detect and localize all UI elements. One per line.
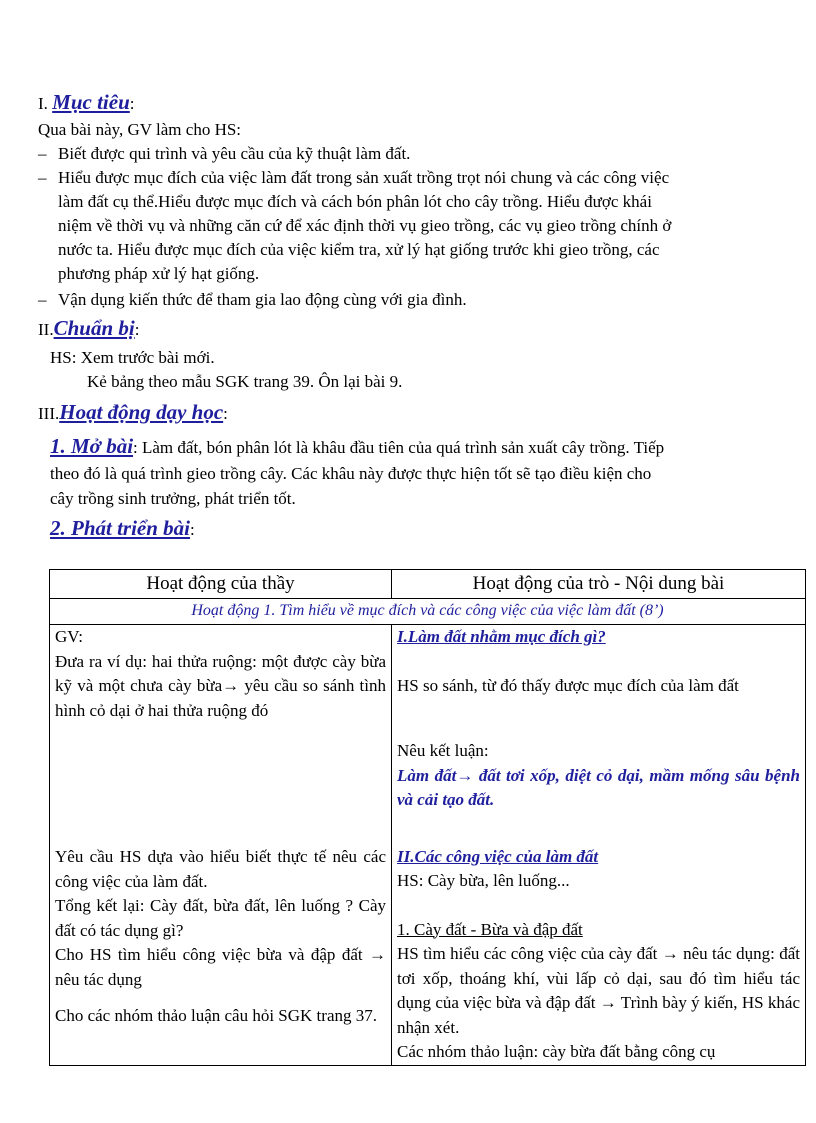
develop-colon: : (190, 520, 195, 539)
spacer (397, 894, 800, 918)
table-row (50, 625, 806, 1066)
teacher-groups: Cho các nhóm thảo luận câu hỏi SGK trang 37. (55, 1006, 377, 1025)
subsection-plough: 1. Cày đất - Bừa và đập đất (397, 919, 583, 939)
question-purpose: I.Làm đất nhằm mục đích gì? (397, 627, 606, 646)
conclude-label: Nêu kết luận: (397, 741, 489, 760)
section-colon: : (129, 94, 135, 113)
gv-label: GV: (55, 627, 84, 646)
objectives-intro: Qua bài này, GV làm cho HS: (38, 120, 242, 139)
objective-text: niệm về thời vụ và những căn cứ để xác định thời vụ gieo trồng, các vụ gieo trồng chính ở (58, 216, 672, 235)
student-explain: HS tìm hiểu các công việc của cày đất → nêu tác dụng: đất tơi xốp, thoáng khí, vùi lấp cỏ dại, sau đó tìm hiểu tác dụng của việc bừa và đập đất → Trình bày ý kiến, HS khác nhận xét. (397, 944, 800, 1037)
section-objectives-heading (38, 90, 135, 116)
bullet-dash: – (38, 290, 47, 309)
spacer (397, 813, 800, 845)
develop-heading (50, 516, 195, 542)
activity-title-row (50, 599, 806, 625)
objective-text: nước ta. Hiểu được mục đích của việc kiểm tra, xử lý hạt giống trước khi gieo trồng, các (58, 240, 660, 259)
prep-line: Kẻ bảng theo mẫu SGK trang 39. Ôn lại bài 9. (87, 372, 403, 391)
table-header-row (50, 570, 806, 599)
bullet-dash: – (38, 144, 47, 163)
objective-text: phương pháp xử lý hạt giống. (58, 264, 260, 283)
intro-text: : Làm đất, bón phân lót là khâu đầu tiên của quá trình sản xuất cây trồng. Tiếp (133, 438, 665, 457)
intro-text: cây trồng sinh trưởng, phát triển tốt. (50, 489, 296, 508)
bullet-dash: – (38, 168, 47, 187)
objective-text: Vận dụng kiến thức để tham gia lao động cùng với gia đình. (58, 290, 467, 309)
spacer (55, 821, 386, 845)
spacer (397, 650, 800, 674)
section-colon: : (223, 404, 228, 423)
student-compare: HS so sánh, từ đó thấy được mục đích của làm đất (397, 675, 739, 695)
teacher-explore: Cho HS tìm hiểu công việc bừa và đập đất → nêu tác dụng (55, 945, 386, 989)
objective-item (38, 166, 669, 190)
student-activity-cell (392, 625, 806, 1066)
section-number: II. (38, 320, 54, 339)
section-activities-heading (38, 400, 228, 426)
objective-text: làm đất cụ thể.Hiểu được mục đích và cách bón phân lót cho cây trồng. Hiểu được khái (58, 192, 652, 211)
objective-item (38, 142, 410, 166)
spacer (55, 723, 386, 821)
activity-title: Hoạt động 1. Tìm hiểu về mục đích và các công việc của việc làm đất (8’) (50, 599, 806, 625)
teacher-example: Đưa ra ví dụ: hai thửa ruộng: một được cày bừa kỹ và một chưa cày bừa→ yêu cầu so sánh tình hình cỏ dại ở hai thửa ruộng đó (55, 651, 386, 720)
section-number: III. (38, 404, 60, 423)
objective-text: Biết được qui trình và yêu cầu của kỹ thuật làm đất. (58, 144, 411, 163)
lesson-table (49, 569, 806, 1066)
teacher-activity-cell (50, 625, 392, 1066)
section-title: Mục tiêu (52, 90, 130, 114)
section-preparation-heading (38, 316, 139, 342)
question-works: II.Các công việc của làm đất (397, 846, 599, 866)
develop-title: 2. Phát triển bài (50, 516, 191, 540)
spacer (55, 992, 386, 1004)
student-discuss: Các nhóm thảo luận: cày bừa đất bằng công cụ (397, 1042, 716, 1061)
section-number: I. (38, 94, 48, 113)
intro-text: theo đó là quá trình gieo trồng cây. Các khâu này được thực hiện tốt sẽ tạo điều kiện cho (50, 464, 652, 483)
intro-title: 1. Mở bài (50, 434, 134, 458)
objective-item (38, 288, 467, 312)
objective-text: Hiểu được mục đích của việc làm đất trong sản xuất trồng trọt nói chung và các công việc (58, 168, 670, 187)
student-column-header: Hoạt động của trò - Nội dung bài (392, 570, 806, 599)
intro-paragraph (50, 434, 664, 460)
student-works: HS: Cày bừa, lên luống... (397, 871, 570, 890)
teacher-summary: Tổng kết lại: Cày đất, bừa đất, lên luống ? Cày đất có tác dụng gì? (55, 896, 386, 940)
spacer (397, 698, 800, 739)
teacher-request: Yêu cầu HS dựa vào hiểu biết thực tế nêu các công việc của làm đất. (55, 847, 386, 891)
teacher-column-header: Hoạt động của thầy (50, 570, 392, 599)
prep-line: HS: Xem trước bài mới. (50, 348, 215, 367)
conclusion-text: Làm đất→ đất tơi xốp, diệt cỏ dại, mầm mống sâu bệnh và cải tạo đất. (397, 765, 800, 809)
section-title: Chuẩn bị (53, 316, 135, 340)
section-title: Hoạt động dạy học (59, 400, 224, 424)
section-colon: : (134, 320, 140, 339)
